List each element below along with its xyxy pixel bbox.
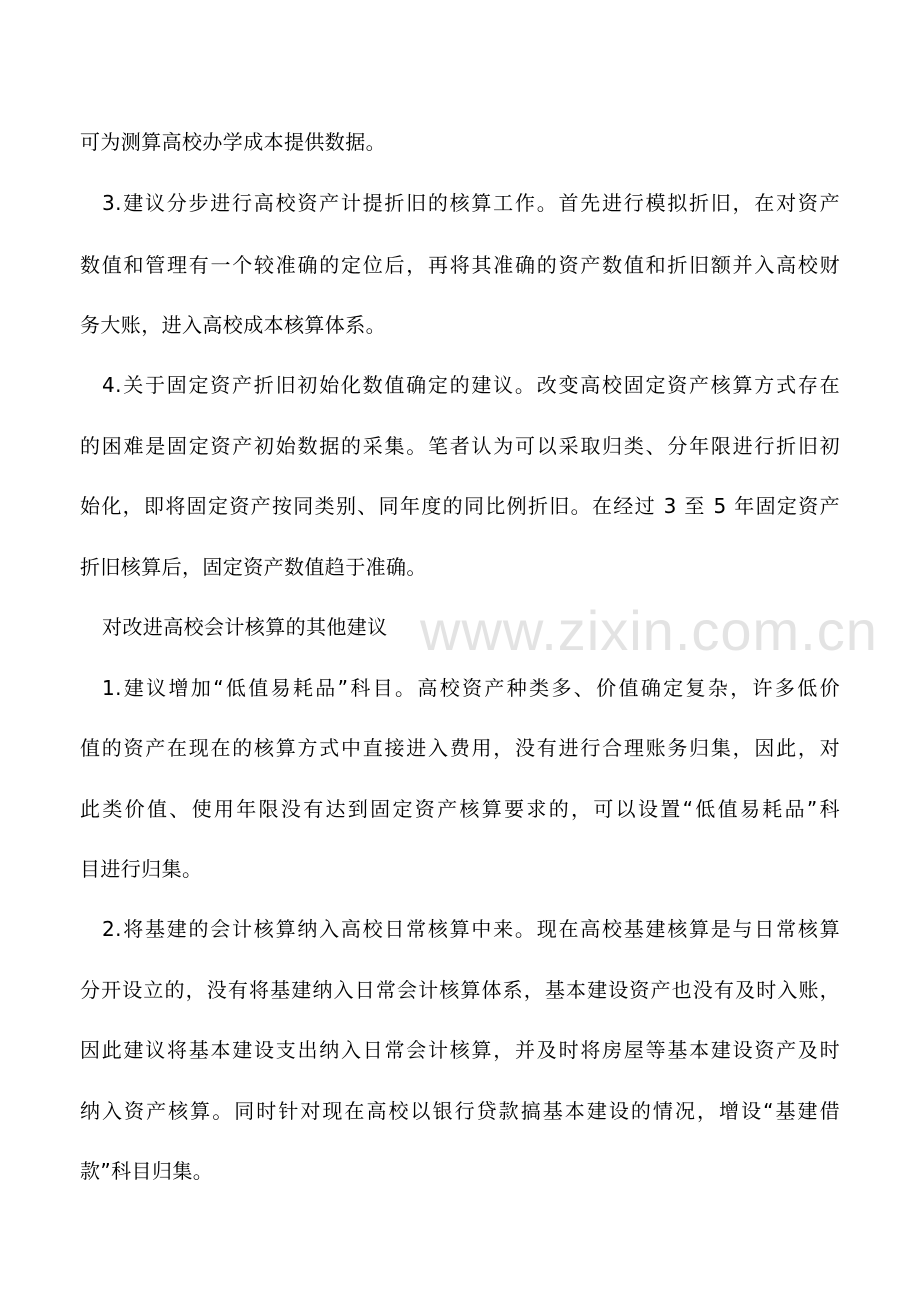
text-line: 1.建议增加“低值易耗品”科目。高校资产种类多、价值确定复杂，许多低价 — [102, 676, 840, 700]
text-line: 务大账，进入高校成本核算体系。 — [80, 313, 386, 337]
text-line: 始化，即将固定资产按同类别、同年度的同比例折旧。在经过 3 至 5 年固定资产 — [80, 494, 840, 518]
text-line: 分开设立的，没有将基建纳入日常会计核算体系，基本建设资产也没有及时入账， — [80, 978, 840, 1002]
text-line: 此类价值、使用年限没有达到固定资产核算要求的，可以设置“低值易耗品”科 — [80, 797, 840, 821]
text-line: 可为测算高校办学成本提供数据。 — [80, 130, 386, 154]
text-line: 数值和管理有一个较准确的定位后，再将其准确的资产数值和折旧额并入高校财 — [80, 253, 840, 277]
text-line: 值的资产在现在的核算方式中直接进入费用，没有进行合理账务归集，因此，对 — [80, 736, 840, 760]
text-line: 4.关于固定资产折旧初始化数值确定的建议。改变高校固定资产核算方式存在 — [102, 373, 840, 397]
text-line: 因此建议将基本建设支出纳入日常会计核算，并及时将房屋等基本建设资产及时 — [80, 1038, 840, 1062]
text-line: 折旧核算后，固定资产数值趋于准确。 — [80, 555, 427, 579]
text-line: 款”科目归集。 — [80, 1159, 214, 1183]
text-line: 3.建议分步进行高校资产计提折旧的核算工作。首先进行模拟折旧，在对资产 — [102, 191, 840, 215]
text-line: 的困难是固定资产初始数据的采集。笔者认为可以采取归类、分年限进行折旧初 — [80, 434, 840, 458]
text-line: 纳入资产核算。同时针对现在高校以银行贷款搞基本建设的情况，增设“基建借 — [80, 1099, 840, 1123]
text-line: 2.将基建的会计核算纳入高校日常核算中来。现在高校基建核算是与日常核算 — [102, 917, 840, 941]
section-heading: 对改进高校会计核算的其他建议 — [102, 615, 388, 639]
text-line: 目进行归集。 — [80, 857, 203, 881]
watermark: www.zixin.com.cn — [420, 599, 878, 662]
